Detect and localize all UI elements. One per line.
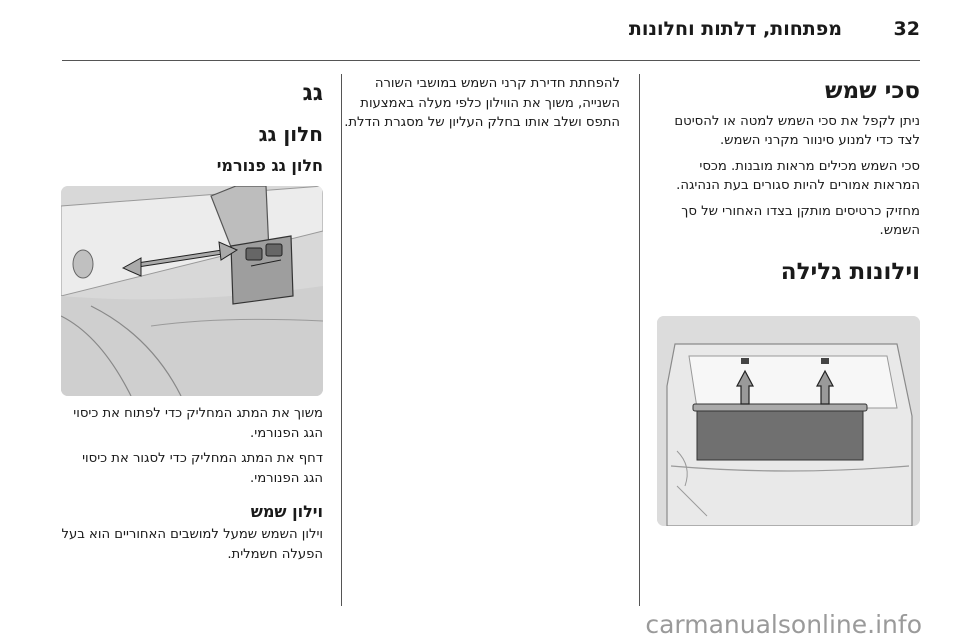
panoramic-roof-heading: חלון גג פנורמי [216, 155, 323, 175]
left-column-lower [61, 404, 323, 564]
header-divider [62, 60, 920, 61]
sun-blind-heading: וילון שמש [250, 502, 323, 522]
chapter-title: מפתחות, דלתות וחלונות [628, 18, 842, 40]
sun-blind-paragraph: וילון השמש שמעל למושבים האחוריים הוא בעל הפעלה חשמלית. [61, 527, 323, 562]
panoramic-paragraph-2: דחף את המתג המחליק כדי לסגור את כיסוי הגג הפנורמי. [82, 451, 323, 486]
sunshades-paragraph-3: מחזיק כרטיסים מותקן בצדו האחורי של סך השמש. [681, 203, 920, 239]
rear-door-roller-blind-illustration [657, 316, 920, 526]
right-column [658, 78, 920, 286]
roof-window-heading: חלון גג [258, 121, 323, 146]
sunshades-paragraph-1: ניתן לקפל את סכי השמש למטה או להסיטם לצד כדי למנוע סינוור מקרני השמש. [674, 113, 920, 149]
blind-figure [657, 316, 920, 526]
sunshades-heading: סכי שמש [825, 78, 920, 104]
column-divider-right [639, 74, 640, 606]
watermark: carmanualsonline.info [645, 610, 922, 639]
left-column [61, 80, 323, 175]
blind-instructions-paragraph: להפחתת חדירת קרני השמש במושבי השורה השנייה, משוך את הווילון כלפי מעלה באמצעות התפס ושלב אותו בחלק העליון של מסגרת הדלת. [344, 76, 620, 131]
middle-column [338, 74, 620, 133]
roof-heading: גג [302, 80, 323, 106]
panoramic-roof-slider-illustration [61, 186, 323, 396]
side-blinds-heading: וילונות גלילה [780, 258, 920, 285]
sunroof-figure [61, 186, 323, 396]
page-number: 32 [893, 18, 920, 40]
panoramic-paragraph-1: משוך את המתג המחליק כדי לפתוח את כיסוי הגג הפנורמי. [73, 406, 323, 441]
column-divider-left [341, 74, 342, 606]
sunshades-paragraph-2: סכי השמש מכילים מראות מובנות. מכסי המראות אמורים להיות סגורים בעת הנהיגה. [676, 158, 920, 194]
